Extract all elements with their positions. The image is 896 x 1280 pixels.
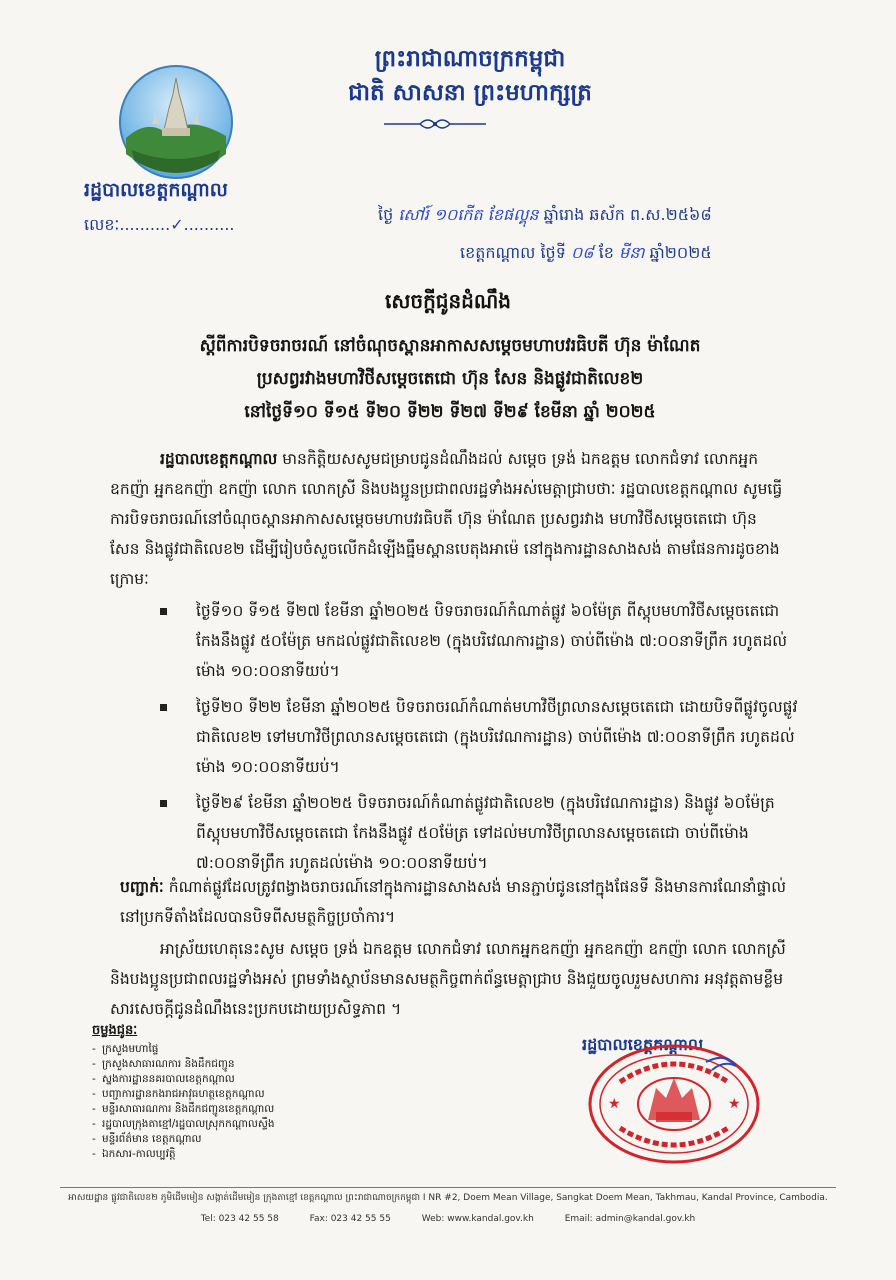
intro-paragraph [110,444,790,594]
footer-address: អាសយដ្ឋាន ផ្លូវជាតិលេខ២ ភូមិដើមមៀន សង្កាត់ដើមមៀន ក្រុងតាខ្មៅ ខេត្តកណ្តាល ព្រះរាជាណាចក្រកម្ពុជា I NR #2, Doem Mean Village, Sangkat Doem Mean, Takhmau, Kandal Province, Cambodia. [68,1193,828,1203]
list-item: - មន្ទីរព័ត៌មាន ខេត្តកណ្តាល [92,1132,275,1147]
solar-date-day: ០៨ [570,243,594,262]
list-item: - រដ្ឋបាលក្រុងតាខ្មៅ/រដ្ឋបាលស្រុកកណ្តាលស្ទឹង [92,1117,275,1132]
solar-date-month: មីនា [619,243,645,262]
list-item: - មន្ទីរសាធារណការ និងដឹកជញ្ជូនខេត្តកណ្តាល [92,1102,275,1117]
subject-line-2: ប្រសព្វរវាងមហាវិថីសម្តេចតេជោ ហ៊ុន សែន និងផ្លូវជាតិលេខ២ [256,369,644,389]
solar-date-month-label: ខែ [598,243,614,262]
national-motto: ជាតិ សាសនា ព្រះមហាក្សត្រ [348,80,592,106]
lunar-date-prefix: ថ្ងៃ [378,205,394,224]
solar-date [460,242,712,266]
list-item: ថ្ងៃទី២៩ ខែមីនា ឆ្នាំ២០២៥ បិទចរាចរណ៍កំណាត់ផ្លូវជាតិលេខ២ (ក្នុងបរិវេណការដ្ឋាន) និងផ្លូវ ៦០ម៉ែត្រ ពីស្តុបមហាវិថីសម្តេចតេជោ កែងនឹងផ្លូវ ៥០ម៉ែត្រ ទៅដល់មហាវិថីព្រលានសម្តេចតេជោ ចាប់ពីម៉ោង ៧:០០នាទីព្រឹក រហូតដល់ម៉ោង ១០:០០នាទីយប់។ [150,788,800,878]
list-item: ថ្ងៃទី២០ ទី២២ ខែមីនា ឆ្នាំ២០២៥ បិទចរាចរណ៍កំណាត់មហាវិថីព្រលានសម្តេចតេជោ ដោយបិទពីផ្លូវចូលផ្លូវជាតិលេខ២ ទៅមហាវិថីព្រលានសម្តេចតេជោ (ក្នុងបរិវេណការដ្ឋាន) ចាប់ពីម៉ោង ៧:០០នាទីព្រឹក រហូតដល់ម៉ោង ១០:០០នាទីយប់។ [150,692,800,782]
list-item: - បញ្ជាការដ្ឋានកងរាជអាវុធហត្ថខេត្តកណ្តាល [92,1087,275,1102]
subject-line-1: ស្តីពីការបិទចរាចរណ៍ នៅចំណុចស្ពានអាកាសសម្តេចមហាបវរធិបតី ហ៊ុន ម៉ាណែត [199,336,701,356]
list-item: - ក្រសួងសាធារណការ និងដឹកជញ្ជូន [92,1057,275,1072]
footer-tel: Tel: 023 42 55 58 [200,1214,279,1224]
lunar-date-handwritten: សៅរ៍ ១០កើត ខែផល្គុន [398,205,539,224]
footer-contacts [0,1214,896,1224]
footer-email-link[interactable]: Email: admin@kandal.gov.kh [564,1214,696,1224]
note-paragraph [120,872,800,932]
kandal-emblem-logo [118,64,234,180]
kingdom-name: ព្រះរាជាណាចក្រកម្ពុជា [374,46,566,72]
subject-block [110,330,790,429]
list-item: - ឯកសារ-កាលប្បវត្តិ [92,1147,275,1162]
signer-title: រដ្ឋបាលខេត្តកណ្តាល [582,1035,704,1054]
official-seal-stamp [586,1042,762,1166]
letter-number-value: ✓ [170,215,184,234]
intro-authority: រដ្ឋបាលខេត្តកណ្តាល [160,450,278,468]
footer-web-link[interactable]: Web: www.kandal.gov.kh [421,1214,534,1224]
svg-text:★: ★ [608,1096,621,1112]
closing-paragraph: អាស្រ័យហេតុនេះសូម សម្តេច ទ្រង់ ឯកឧត្តម លោកជំទាវ លោកអ្នកឧកញ៉ា អ្នកឧកញ៉ា ឧកញ៉ា លោក លោកស្រី និងបងប្អូនប្រជាពលរដ្ឋទាំងអស់ ព្រមទាំងស្ថាប័នមានសមត្ថកិច្ចពាក់ព័ន្ធមេត្តាជ្រាប និងជួយចូលរួមសហការ អនុវត្តតាមខ្លឹមសារសេចក្តីជូនដំណឹងនេះប្រកបដោយប្រសិទ្ធភាព ។ [110,940,786,1018]
list-item: ថ្ងៃទី១០ ទី១៥ ទី២៧ ខែមីនា ឆ្នាំ២០២៥ បិទចរាចរណ៍កំណាត់ផ្លូវ ៦០ម៉ែត្រ ពីស្តុបមហាវិថីសម្តេចតេជោ កែងនឹងផ្លូវ ៥០ម៉ែត្រ មកដល់ផ្លូវជាតិលេខ២ (ក្នុងបរិវេណការដ្ឋាន) ចាប់ពីម៉ោង ៧:០០នាទីព្រឹក រហូតដល់ម៉ោង ១០:០០នាទីយប់។ [150,596,800,686]
decorative-ornament-icon [380,116,490,132]
document-title: សេចក្តីជូនដំណឹង [385,289,511,313]
list-item: - ស្នងការដ្ឋាននគរបាលខេត្តកណ្តាល [92,1072,275,1087]
issuing-authority: រដ្ឋបាលខេត្តកណ្តាល [84,179,228,201]
svg-text:★: ★ [728,1096,741,1112]
lunar-date-suffix: ឆ្នាំរោង ឆស័ក ព.ស.២៥៦៨ [543,205,712,224]
subject-line-3: នៅថ្ងៃទី១០ ទី១៥ ទី២០ ទី២២ ទី២៧ ទី២៩ ខែមីនា ឆ្នាំ ២០២៥ [244,402,656,422]
letter-number-label: លេខៈ.......... [84,215,171,234]
closure-schedule-list [150,596,800,884]
note-text: កំណាត់ផ្លូវដែលត្រូវពង្វាងចរាចរណ៍នៅក្នុងការដ្ឋានសាងសង់ មានភ្ជាប់ជូននៅក្នុងផែនទី និងមានការណែនាំផ្ទាល់នៅប្រកទីតាំងដែលបានបិទពីសមត្ថកិច្ចប្រចាំការ។ [120,878,787,926]
kingdom-motto [270,42,670,110]
list-item: - ក្រសួងមហាផ្ទៃ [92,1042,275,1057]
cc-list [92,1042,275,1162]
footer-fax: Fax: 023 42 55 55 [309,1214,391,1224]
lunar-date [378,204,712,228]
letter-number-trail: .......... [183,215,235,234]
intro-text: មានកិត្តិយសសូមជម្រាបជូនដំណឹងដល់ សម្តេច ទ្រង់ ឯកឧត្តម លោកជំទាវ លោកអ្នកឧកញ៉ា អ្នកឧកញ៉ា ឧកញ៉ា លោក លោកស្រី និងបងប្អូនប្រជាពលរដ្ឋទាំងអស់មេត្តាជ្រាបថាៈ រដ្ឋបាលខេត្តកណ្តាល សូមធ្វើការបិទចរាចរណ៍នៅចំណុចស្ពានអាកាសសម្តេចមហាបវរធិបតី ហ៊ុន ម៉ាណែត ប្រសព្វរវាង មហាវិថីសម្តេចតេជោ ហ៊ុន សែន និងផ្លូវជាតិលេខ២ ដើម្បីរៀបចំសួចលើកដំឡើងធ្នឹមស្ពានបេតុងអាម៉េ នៅក្នុងការដ្ឋានសាងសង់ តាមផែនការដូចខាងក្រោមៈ [110,450,783,588]
footer-divider [60,1187,836,1188]
note-label: បញ្ជាក់ៈ [120,878,164,896]
solar-date-prefix: ខេត្តកណ្តាល ថ្ងៃទី [460,243,566,262]
cc-title: ចម្លងជូនៈ [92,1023,138,1038]
solar-date-year: ឆ្នាំ២០២៥ [649,243,712,262]
letter-number [84,214,234,238]
